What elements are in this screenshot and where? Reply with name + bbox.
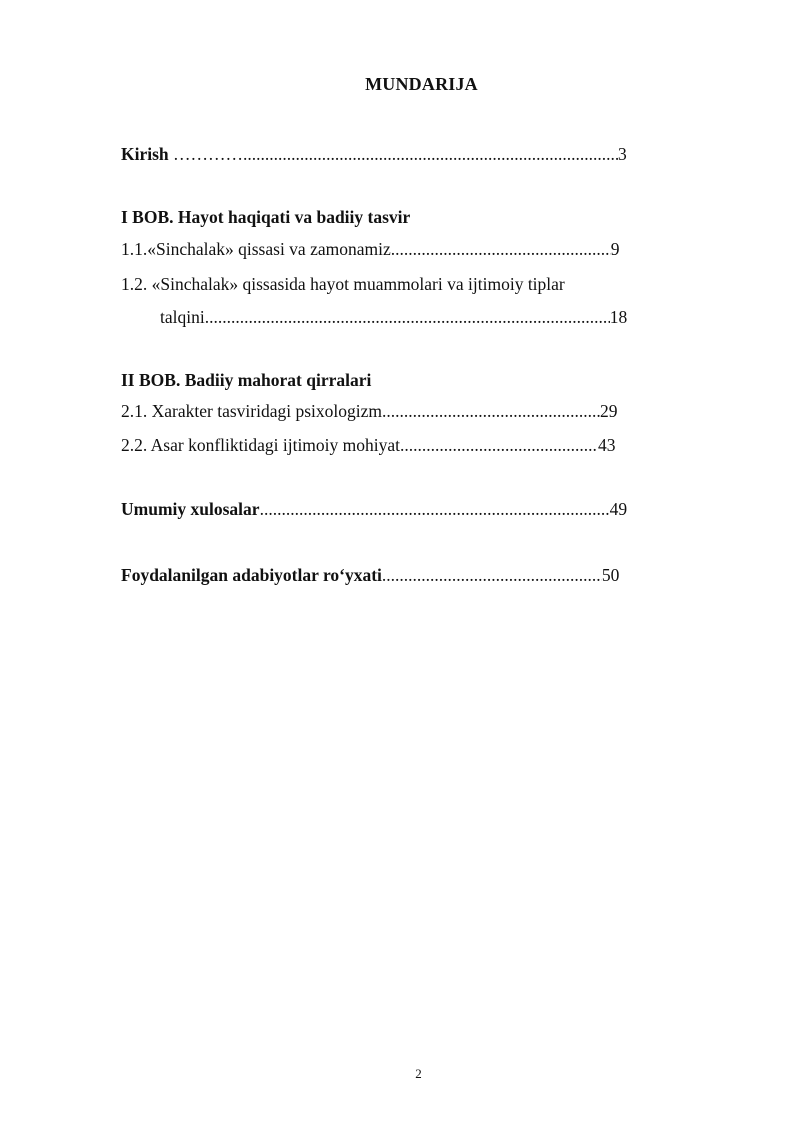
toc-entry-label: 1.1.«Sinchalak» qissasi va zamonamiz (121, 239, 391, 259)
toc-entry-2-1 (121, 399, 617, 423)
toc-entry-intro (121, 142, 627, 166)
toc-entry-1-2-continuation (160, 305, 627, 329)
toc-entry-conclusion (121, 497, 627, 521)
chapter-heading: I BOB. Hayot haqiqati va badiiy tasvir (121, 207, 411, 227)
toc-page-number: 49 (609, 499, 628, 519)
toc-entry-label: Umumiy xulosalar (121, 499, 260, 519)
toc-page-number: 3 (618, 144, 627, 164)
toc-dots (205, 305, 610, 329)
toc-leader: ………… (173, 144, 244, 164)
toc-entry-label: 2.1. Xarakter tasviridagi psixologizm (121, 401, 382, 421)
toc-dots (243, 142, 618, 166)
toc-dots (400, 433, 598, 457)
toc-dots (382, 563, 602, 587)
toc-entry-1-1 (121, 237, 619, 261)
toc-entry-references (121, 563, 619, 587)
toc-page-number: 9 (610, 239, 620, 259)
toc-page-number: 43 (598, 435, 616, 455)
page-title: MUNDARIJA (365, 74, 478, 94)
toc-entry-label: Foydalanilgan adabiyotlar ro‘yxati (121, 565, 382, 585)
toc-page-number: 18 (609, 307, 628, 327)
toc-dots (391, 237, 611, 261)
toc-page-number: 29 (599, 401, 618, 421)
chapter-heading: II BOB. Badiiy mahorat qirralari (121, 370, 372, 390)
page-number: 2 (415, 1066, 422, 1081)
toc-entry-label: 1.2. «Sinchalak» qissasida hayot muammolari va ijtimoiy tiplar (121, 274, 565, 294)
toc-dots (382, 399, 600, 423)
toc-entry-1-2 (121, 272, 565, 296)
toc-dots (260, 497, 610, 521)
toc-page-number: 50 (601, 565, 620, 585)
toc-entry-label: Kirish (121, 144, 169, 164)
toc-entry-2-2 (121, 433, 616, 457)
toc-entry-label: 2.2. Asar konfliktidagi ijtimoiy mohiyat (121, 435, 401, 455)
toc-entry-label: talqini (160, 307, 205, 327)
